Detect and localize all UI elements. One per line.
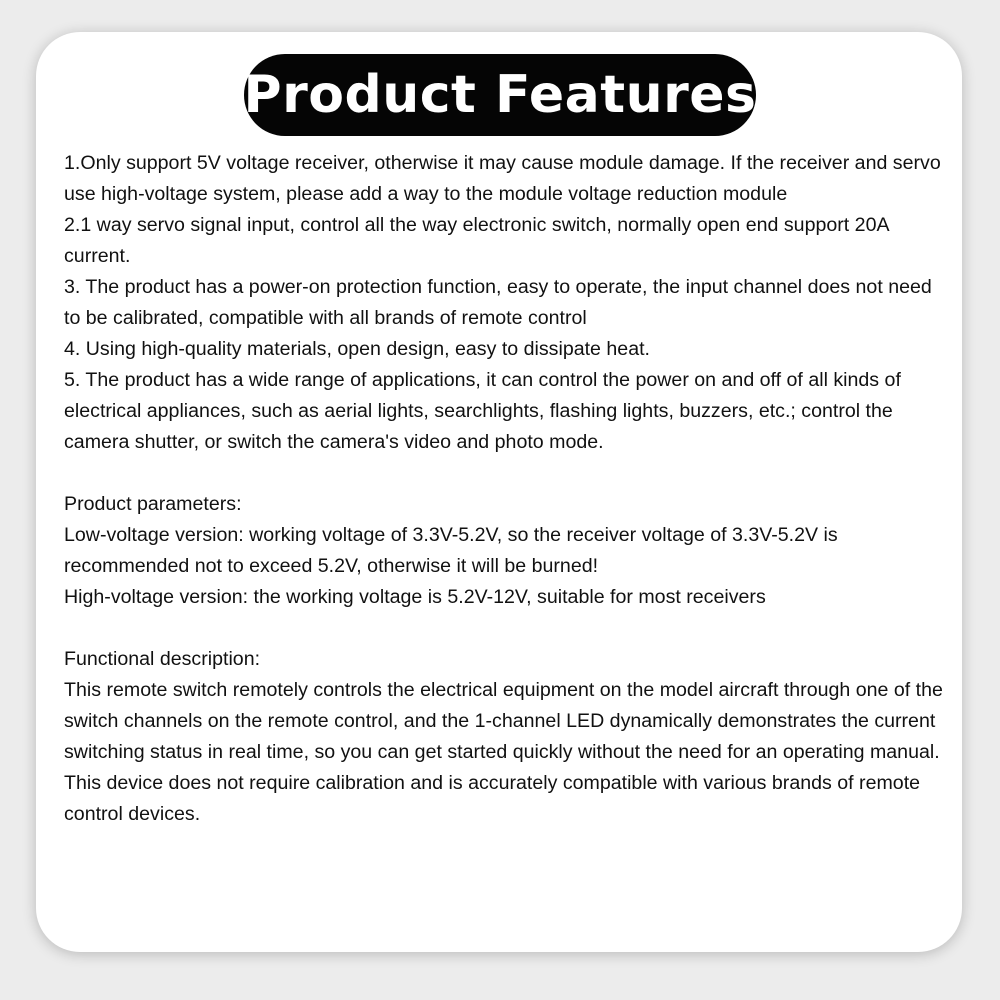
functional-heading: Functional description: <box>64 648 261 670</box>
low-voltage-spec: Low-voltage version: working voltage of 3.3V-5.2V, so the receiver voltage of 3.3V-5.2V is recommended not to exceed 5.2V, otherwise it will be burned! <box>64 524 838 577</box>
feature-item: 1.Only support 5V voltage receiver, otherwise it may cause module damage. If the receiver and servo use high-voltage system, please add a way to the module voltage reduction module <box>64 152 941 205</box>
high-voltage-spec: High-voltage version: the working voltage is 5.2V-12V, suitable for most receivers <box>64 586 766 608</box>
parameters-heading: Product parameters: <box>64 493 242 515</box>
section-spacer <box>64 458 944 489</box>
page-title: Product Features <box>243 65 757 125</box>
feature-item: 4. Using high-quality materials, open design, easy to dissipate heat. <box>64 338 650 360</box>
feature-item: 3. The product has a power-on protection function, easy to operate, the input channel does not need to be calibrated, compatible with all brands of remote control <box>64 276 932 329</box>
section-spacer <box>64 613 944 644</box>
feature-item: 2.1 way servo signal input, control all the way electronic switch, normally open end support 20A current. <box>64 214 889 267</box>
title-banner <box>244 54 756 136</box>
description-text <box>64 148 944 830</box>
feature-item: 5. The product has a wide range of applications, it can control the power on and off of all kinds of electrical appliances, such as aerial lights, searchlights, flashing lights, buzzers, etc.; control the camera shutter, or switch the camera's video and photo mode. <box>64 369 901 453</box>
functional-body: This remote switch remotely controls the electrical equipment on the model aircraft through one of the switch channels on the remote control, and the 1-channel LED dynamically demonstrates the current switching status in real time, so you can get started quickly without the need for an operating manual. This device does not require calibration and is accurately compatible with various brands of remote control devices. <box>64 679 943 825</box>
